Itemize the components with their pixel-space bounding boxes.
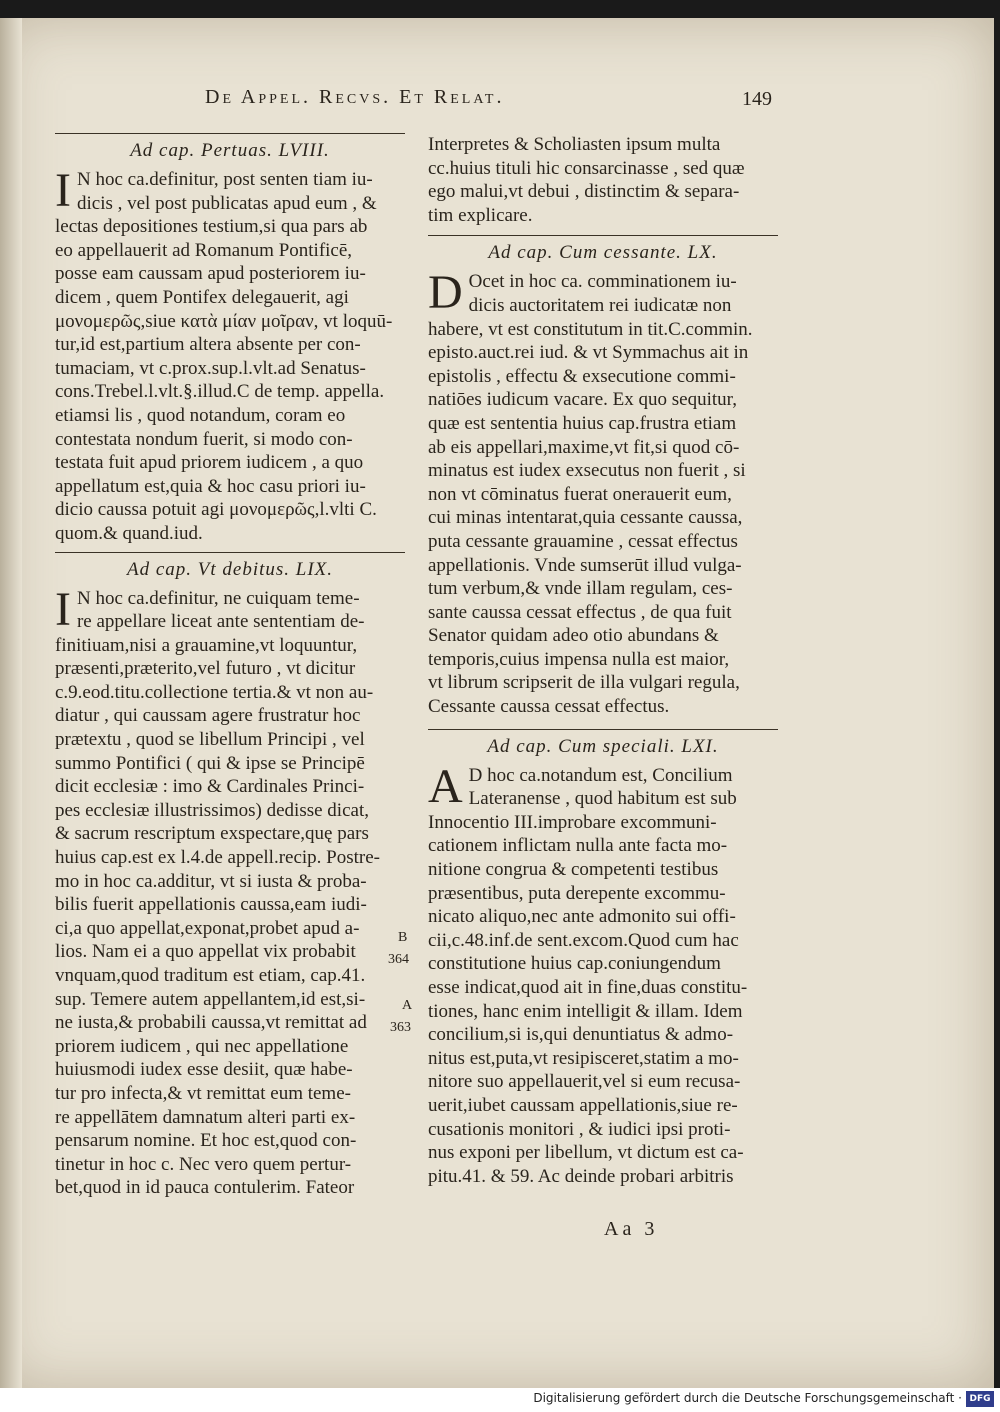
text-line: temporis,cuius impensa nulla est maior, [428,648,730,670]
text-line: habere, vt est constitutum in tit.C.commin. [428,318,753,340]
text-line: tinetur in hoc c. Nec vero quem pertur- [55,1153,352,1175]
text-line: lectas depositiones testium,si qua pars ab [55,216,368,238]
chapter-heading-lxi: Ad cap. Cum speciali. LXI. [487,735,719,757]
text-line: diatur , qui caussam agere frustratur hoc [55,705,361,727]
text-line: præsentibus, puta derepente excommu- [428,882,726,904]
text-line: c.9.eod.titu.collectione tertia.& vt non au- [55,681,374,703]
header-rule [55,133,405,134]
margin-mark-a: A [402,998,413,1013]
text-line: esse indicat,quod ait in fine,duas constitu- [428,977,748,998]
section-rule [428,729,778,730]
page-number: 149 [742,88,772,110]
running-head: De Appel. Recvs. Et Relat. [205,86,505,108]
text-line: quom.& quand.iud. [55,522,203,544]
text-line: summo Pontifici ( qui & ipse se Principē [55,752,365,774]
text-line: pes ecclesiæ illustrissimos) dedisse dicat, [55,799,369,821]
text-line: finitiuam,nisi a grauamine,vt loquuntur, [55,634,358,656]
margin-mark-b: B [398,930,408,945]
chapter-text-lviii [55,164,405,546]
text-line: re appellare liceat ante sententiam de- [76,611,365,633]
text-line: ci,a quo appellat,exponat,probet apud a- [55,917,360,939]
text-line: testata fuit apud priorem iudicem , a quo [55,452,364,474]
text-line: nitus est,puta,vt resipisceret,statim a mo- [428,1047,739,1069]
text-line: cons.Trebel.l.vlt.§.illud.C de temp. appella. [55,381,385,403]
text-line: prætextu , quod se libellum Principi , vel [55,729,365,751]
text-line: D hoc ca.notandum est, Concilium [468,764,733,786]
text-line: cationem inflictam nulla ante facta mo- [428,835,728,857]
text-line: Interpretes & Scholiasten ipsum multa [428,134,721,155]
text-line: huiusmodi iudex esse desiit, quæ habe- [55,1059,353,1081]
text-line: cusationis monitori , & iudici ipsi proti- [428,1118,731,1140]
text-line: minatus est iudex exsecutus non fuerit , si [428,460,746,482]
footer-bar [0,1388,1000,1412]
text-line: priorem iudicem , qui nec appellatione [55,1035,349,1057]
text-line: Ocet in hoc ca. comminationem iu- [468,271,737,293]
text-line: vnquam,quod traditum est etiam, cap.41. [55,965,366,986]
text-line: tur,id est,partium altera absente per con- [55,334,361,356]
text-line: concilium,si is,qui denuntiatus & admo- [428,1024,734,1046]
text-line: Lateranense , quod habitum est sub [468,788,737,810]
dropcap: I [55,582,71,636]
text-line: sup. Temere autem appellantem,id est,si- [55,988,366,1010]
text-line: natiōes iudicum vacare. Ex quo sequitur, [428,389,737,411]
text-line: Senator quidam adeo otio abundans & [428,625,719,647]
text-line: cii,c.48.inf.de sent.excom.Quod cum hac [428,929,739,951]
section-rule [55,552,405,553]
chapter-text-lxi [428,759,778,1189]
margin-mark-364: 364 [388,952,409,967]
text-line: sante caussa cessat effectus , de qua fuit [428,601,732,623]
text-line: dicis auctoritatem rei iudicatæ non [468,294,732,316]
text-line: tiones, hanc enim intelligit & illam. Idem [428,1000,743,1022]
text-line: nitione congrua & competenti testibus [428,859,719,881]
text-line: dicis , vel post publicatas apud eum , & [76,192,377,214]
right-column [428,133,778,1188]
text-line: lios. Nam ei a quo appellat vix probabit [55,941,356,963]
text-line: cui minas intentarat,quia cessante caussa, [428,507,743,529]
text-line: nitore suo appellauerit,vel si eum recusa- [428,1071,741,1093]
text-line: tumaciam, vt c.prox.sup.l.vlt.ad Senatus- [55,357,366,379]
continuation-text [428,133,778,227]
text-line: puta cessante grauamine , cessat effectus [428,530,738,552]
section-rule [428,235,778,236]
signature-mark: Aa 3 [604,1218,659,1240]
text-line: constitutione huius cap.coniungendum [428,953,721,975]
margin-mark-363: 363 [390,1020,411,1035]
text-line: præsenti,præterito,vel futuro , vt dicitur [55,658,356,680]
text-line: nicato aliquo,nec ante admonito sui offi- [428,906,736,928]
text-line: ego malui,vt debui , distinctim & separa- [428,181,740,203]
scanned-page [0,18,994,1388]
left-column [55,133,408,1200]
text-line: dicio caussa potuit agi μονομερῶς,l.vlti C. [55,499,377,521]
text-line: μονομερῶς,siue κατὰ μίαν μοῖραν, vt loquū- [55,310,393,332]
text-line: re appellātem damnatum alteri parti ex- [55,1106,356,1128]
text-line: & sacrum rescriptum exspectare,quę pars [55,823,369,845]
text-line: N hoc ca.definitur, ne cuiquam teme- [76,587,360,609]
text-line: appellatum est,quia & hoc casu priori iu- [55,475,366,497]
text-line: episto.auct.rei iud. & vt Symmachus ait in [428,342,749,364]
dropcap: I [55,164,71,217]
footer-credit: Digitalisierung gefördert durch die Deutsche Forschungsgemeinschaft · [533,1391,962,1405]
text-line: uerit,iubet caussam appellationis,siue re- [428,1094,738,1116]
text-line: huius cap.est ex l.4.de appell.recip. Postre- [55,847,381,869]
text-line: quæ est sententia huius cap.frustra etiam [428,412,737,434]
chapter-text-lix [55,582,408,1200]
text-line: non vt cōminatus fuerat onerauerit eum, [428,483,732,505]
dropcap: D [428,266,463,320]
text-line: pitu.41. & 59. Ac deinde probari arbitris [428,1165,734,1187]
text-line: epistolis , effectu & exsecutione commi- [428,365,736,387]
text-line: tum verbum,& vnde illam regulam, ces- [428,578,733,600]
text-line: pensarum nomine. Et hoc est,quod con- [55,1130,357,1152]
text-line: cc.huius tituli hic consarcinasse , sed quæ [428,157,745,179]
text-line: eo appellauerit ad Romanum Pontificē, [55,239,353,261]
text-line: tur pro infecta,& vt remittat eum teme- [55,1082,351,1104]
text-line: contestata nondum fuerit, si modo con- [55,428,353,450]
text-line: dicit ecclesiæ : imo & Cardinales Princi- [55,776,365,798]
text-line: posse eam caussam apud posteriorem iu- [55,263,366,285]
chapter-heading-lx: Ad cap. Cum cessante. LX. [488,242,718,264]
chapter-heading-lviii: Ad cap. Pertuas. LVIII. [130,140,330,161]
text-line: ne iusta,& probabili caussa,vt remittat ad [55,1012,367,1034]
text-line: etiamsi lis , quod notandum, coram eo [55,404,346,426]
text-line: tim explicare. [428,204,533,226]
chapter-heading-lix: Ad cap. Vt debitus. LIX. [126,558,334,580]
text-line: mo in hoc ca.additur, vt si iusta & proba- [55,870,367,892]
text-line: bet,quod in id pauca contulerim. Fateor [55,1177,355,1199]
text-line: ab eis appellari,maxime,vt fit,si quod cō- [428,436,740,458]
dropcap: A [428,759,463,813]
text-line: appellationis. Vnde sumserūt illud vulga- [428,554,742,576]
text-line: N hoc ca.definitur, post senten tiam iu- [76,169,373,190]
text-line: Cessante caussa cessat effectus. [428,696,670,718]
dfg-logo[interactable]: DFG [966,1391,994,1407]
text-line: Innocentio III.improbare excommuni- [428,811,717,833]
text-line: bilis fuerit appellationis caussa,eam iudi- [55,894,367,916]
text-line: dicem , quem Pontifex delegauerit, agi [55,286,349,308]
text-line: nus exponi per libellum, vt dictum est ca- [428,1142,744,1164]
text-line: vt librum scripserit de illa vulgari regula, [428,672,740,694]
chapter-text-lx [428,266,778,718]
